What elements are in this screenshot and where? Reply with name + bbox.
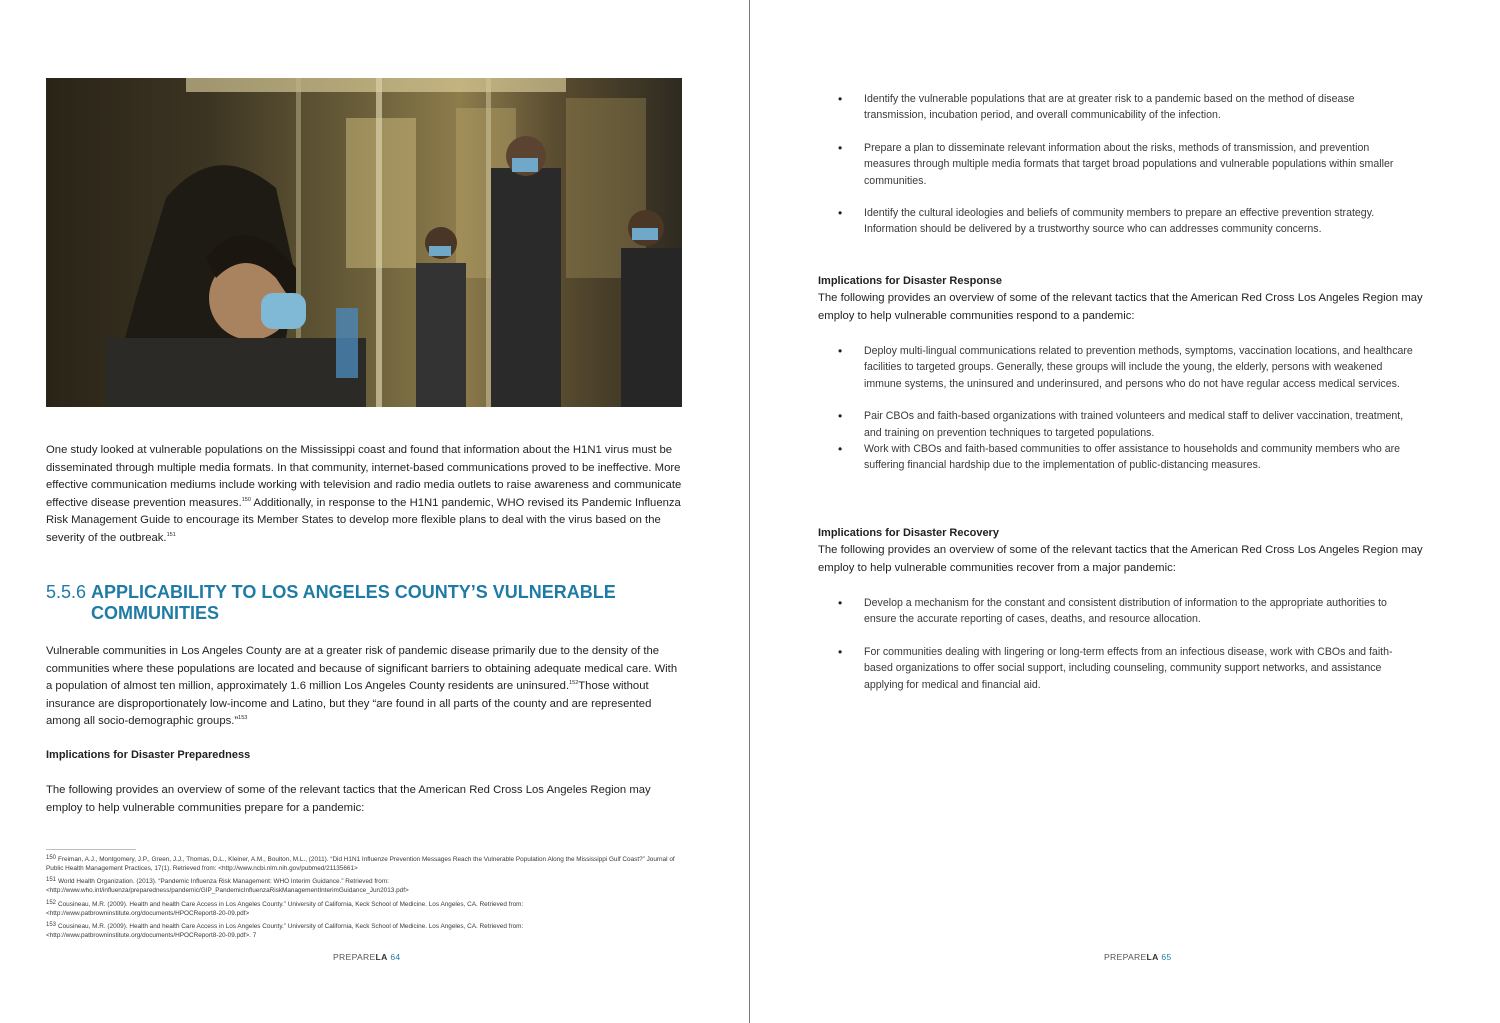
recovery-bullet-list: [864, 595, 1414, 693]
recovery-heading: Implications for Disaster Recovery: [818, 527, 999, 539]
preparedness-heading: Implications for Disaster Preparedness: [46, 749, 251, 761]
footnote-ref: 153: [238, 715, 248, 722]
subway-photo: [46, 78, 682, 407]
response-bullet-list: [864, 343, 1414, 474]
section-title: APPLICABILITY TO LOS ANGELES COUNTY’S VULNERABLE COMMUNITIES: [91, 582, 616, 623]
section-number: 5.5.6: [46, 582, 87, 602]
recovery-intro: The following provides an overview of some of the relevant tactics that the American Red Cross Los Angeles Region may employ to help vulnerable communities recover from a major pandemic:: [818, 544, 1423, 574]
list-item: • Deploy multi-lingual communications related to prevention methods, symptoms, vaccination locations, and healthcare facilities to targeted groups. Generally, these groups will include the young, the elderly, persons with weakened immune systems, the uninsured and underinsured, and persons who do not have regular access medical services.: [864, 343, 1414, 392]
page-folio: PREPARELA 64: [333, 952, 401, 962]
page-folio: PREPARELA 65: [1104, 952, 1172, 962]
list-item: • Develop a mechanism for the constant and consistent distribution of information to the appropriate authorities to ensure the accurate reporting of cases, deaths, and resource allocation.: [864, 595, 1414, 628]
preparedness-bullet-list: [864, 91, 1414, 238]
footnote-ref: 152: [569, 680, 579, 687]
footnote-ref: 151: [166, 531, 176, 538]
footnote-divider: [46, 849, 136, 850]
right-page: [750, 0, 1500, 1023]
response-intro: The following provides an overview of some of the relevant tactics that the American Red Cross Los Angeles Region may employ to help vulnerable communities respond to a pandemic:: [818, 292, 1423, 322]
footnote: 153 Cousineau, M.R. (2009). Health and health Care Access in Los Angeles County.” University of California, Keck School of Medicine. Los Angeles, CA. Retrieved from: <http://www.patbrowninstitute.org/documents/HPOCReport8-20-09.pdf>. 7: [46, 922, 524, 939]
list-item: • Pair CBOs and faith-based organizations with trained volunteers and medical staff to deliver vaccination, treatment, and training on prevention techniques to targeted populations.: [864, 408, 1414, 441]
page-number: 65: [1161, 952, 1172, 962]
list-item: • Prepare a plan to disseminate relevant information about the risks, methods of transmission, and prevention measures through multiple media formats that target broad populations and vulnerable populations within smaller communities.: [864, 140, 1414, 189]
preparedness-intro: The following provides an overview of some of the relevant tactics that the American Red Cross Los Angeles Region may employ to help vulnerable communities prepare for a pandemic:: [46, 784, 651, 814]
vulnerable-communities-paragraph: Vulnerable communities in Los Angeles County are at a greater risk of pandemic disease primarily due to the density of the communities where these populations are located and because of significant barriers to obtaining adequate medical care. With a population of almost ten million, approximately 1.6 million Los Angeles County residents are uninsured.$^{152}$Those without insurance are disproportionately low-income and Latino, but they “are found in all parts of the county and are represented among all socio-demographic groups.”$^{153}$: [46, 645, 678, 728]
list-item: • Work with CBOs and faith-based communities to offer assistance to households and community members who are suffering financial hardship due to the implementation of public-distancing measures.: [864, 441, 1414, 474]
intro-paragraph: One study looked at vulnerable populations on the Mississippi coast and found that information about the H1N1 virus must be disseminated through multiple media formats. In that community, internet-based communications proved to be ineffective. More effective communication mediums include working with television and radio media outlets to raise awareness and communicate effective disease prevention measures.$^{150}$ Additionally, in response to the H1N1 pandemic, WHO revised its Pandemic Influenza Risk Management Guide to encourage its Member States to develop more flexible plans to deal with the virus based on the severity of the outbreak.$^{151}$: [46, 444, 682, 544]
footnote: 150 Freiman, A.J., Montgomery, J.P., Green, J.J., Thomas, D.L., Kleiner, A.M., Boulton, M.L., (2011). “Did H1N1 Influenze Prevention Messages Reach the Vulnerable Population Along the Mississippi Gulf Coast?” Journal of Public Health Management Practices, 17(1). Retrieved from: <http://www.ncbi.nlm.nih.gov/pubmed/21135661>: [46, 855, 675, 872]
list-item: • Identify the vulnerable populations that are at greater risk to a pandemic based on the method of disease transmission, incubation period, and overall communicability of the infection.: [864, 91, 1414, 124]
subway-passengers-masks-photo-icon: [46, 78, 682, 407]
list-item: • For communities dealing with lingering or long-term effects from an infectious disease, work with CBOs and faith-based organizations to offer social support, including counseling, community support networks, and assistance applying for medical and financial aid.: [864, 644, 1414, 693]
footnote-ref: 150: [241, 496, 251, 503]
list-item: • Identify the cultural ideologies and beliefs of community members to prepare an effective prevention strategy. Information should be delivered by a trustworthy source who can addresses community concerns.: [864, 205, 1414, 238]
response-heading: Implications for Disaster Response: [818, 275, 1002, 287]
footnote: 151 World Health Organization. (2013). “Pandemic Influenza Risk Management: WHO Interim Guidance.” Retrieved from: <http://www.who.int/influenza/preparedness/pandemic/GIP_PandemicInfluenzaRiskManagementInterimGuidance_Jun2013.pdf>: [46, 877, 409, 894]
page-number: 64: [390, 952, 401, 962]
footnote: 152 Cousineau, M.R. (2009). Health and health Care Access in Los Angeles County.” University of California, Keck School of Medicine. Los Angeles, CA. Retrieved from: <http://www.patbrowninstitute.org/documents/HPOCReport8-20-09.pdf>: [46, 900, 524, 917]
